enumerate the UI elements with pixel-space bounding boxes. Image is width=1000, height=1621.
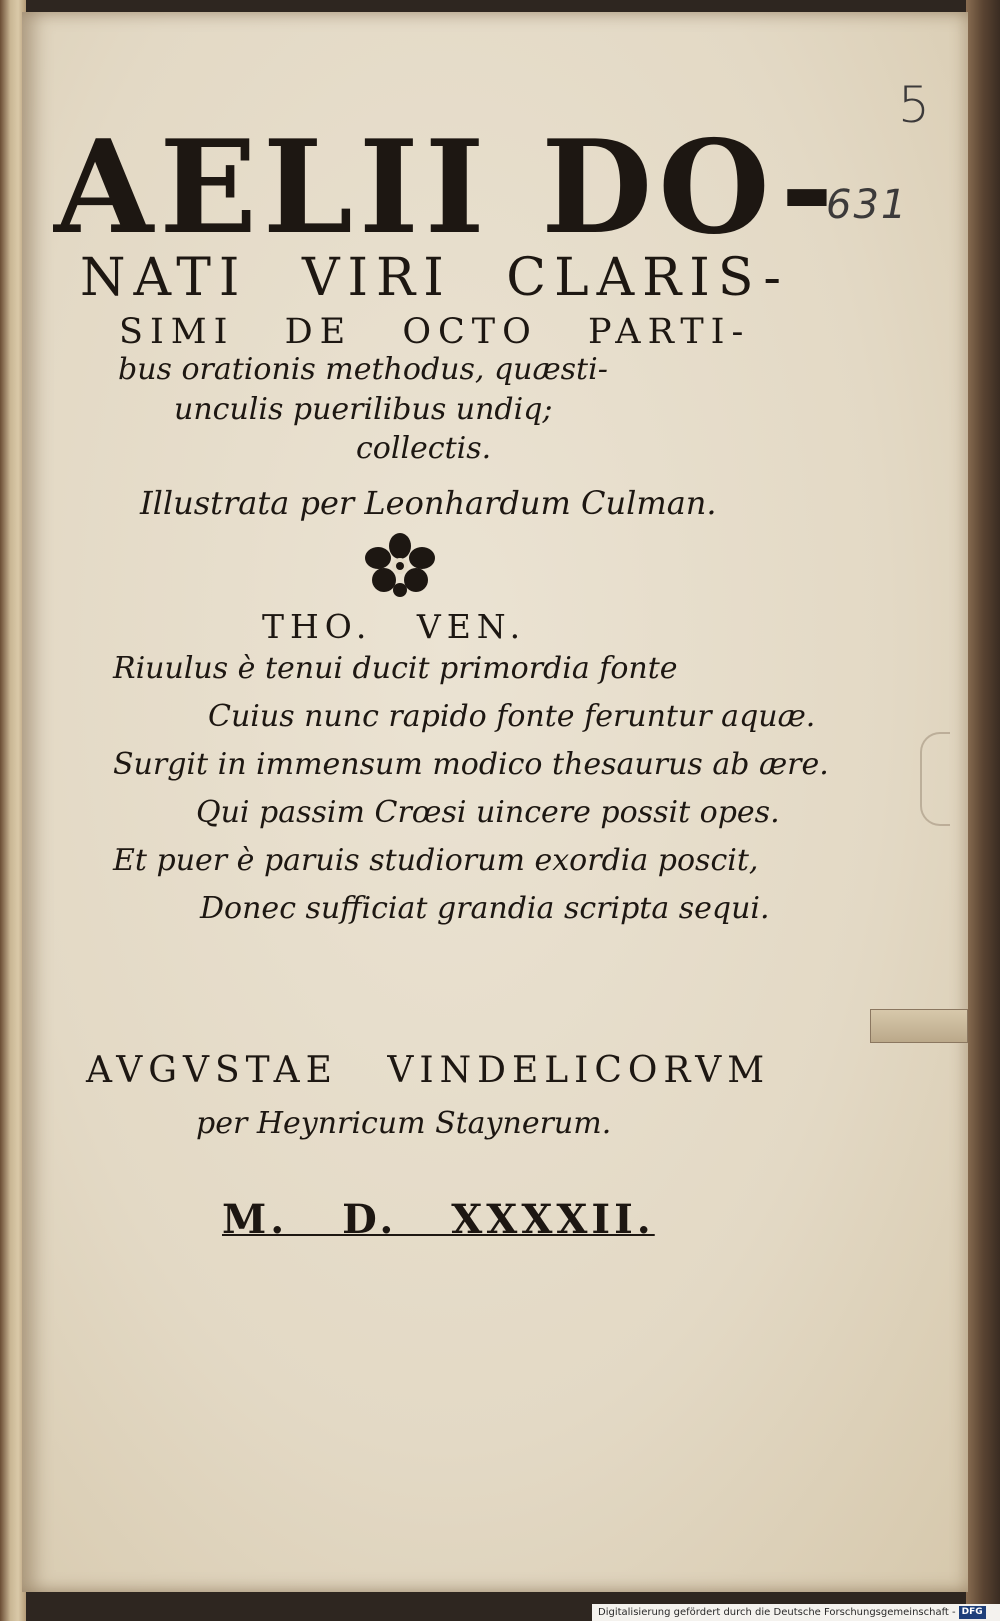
book-cover-edge <box>966 0 1000 1621</box>
poem-line-1: Riuulus è tenui ducit primordia fonte <box>113 651 678 686</box>
title-line-2: NATI VIRI CLARIS- <box>80 248 789 308</box>
poem-line-2: Cuius nunc rapido fonte feruntur aquæ. <box>208 699 816 734</box>
imprint-place: AVGVSTAE VINDELICORVM <box>86 1050 771 1091</box>
poem-line-6: Donec sufficiat grandia scripta sequi. <box>200 891 770 926</box>
title-line-1: AELII DO- <box>54 113 840 263</box>
poem-line-3: Surgit in immensum modico thesaurus ab ære. <box>113 747 829 782</box>
poem-line-5: Et puer è paruis studiorum exordia poscit, <box>113 843 759 878</box>
dfg-logo: DFG <box>959 1606 986 1619</box>
title-line-6: collectis. <box>356 431 492 466</box>
handwritten-shelfmark: 631 <box>826 182 909 228</box>
poem-line-4: Qui passim Crœsi uincere possit opes. <box>196 795 780 830</box>
digitization-credit <box>592 1604 1000 1621</box>
title-line-5: unculis puerilibus undiq; <box>174 392 553 427</box>
handwritten-page-number: 5 <box>898 76 930 134</box>
title-line-4: bus orationis methodus, quæsti- <box>118 352 608 387</box>
illustrator-line: Illustrata per Leonhardum Culman. <box>140 484 717 522</box>
imprint-printer: per Heynricum Staynerum. <box>196 1106 612 1141</box>
title-page <box>22 12 968 1592</box>
credit-text: Digitalisierung gefördert durch die Deutsche Forschungsgemeinschaft - <box>598 1607 956 1618</box>
poem-author: THO. VEN. <box>262 607 527 646</box>
fleuron-icon <box>360 532 440 598</box>
imprint-year: M. D. XXXXII. <box>222 1196 655 1243</box>
title-line-3: SIMI DE OCTO PARTI- <box>119 312 751 352</box>
clasp-mark <box>920 732 950 826</box>
paper-bookmark <box>870 1009 968 1043</box>
